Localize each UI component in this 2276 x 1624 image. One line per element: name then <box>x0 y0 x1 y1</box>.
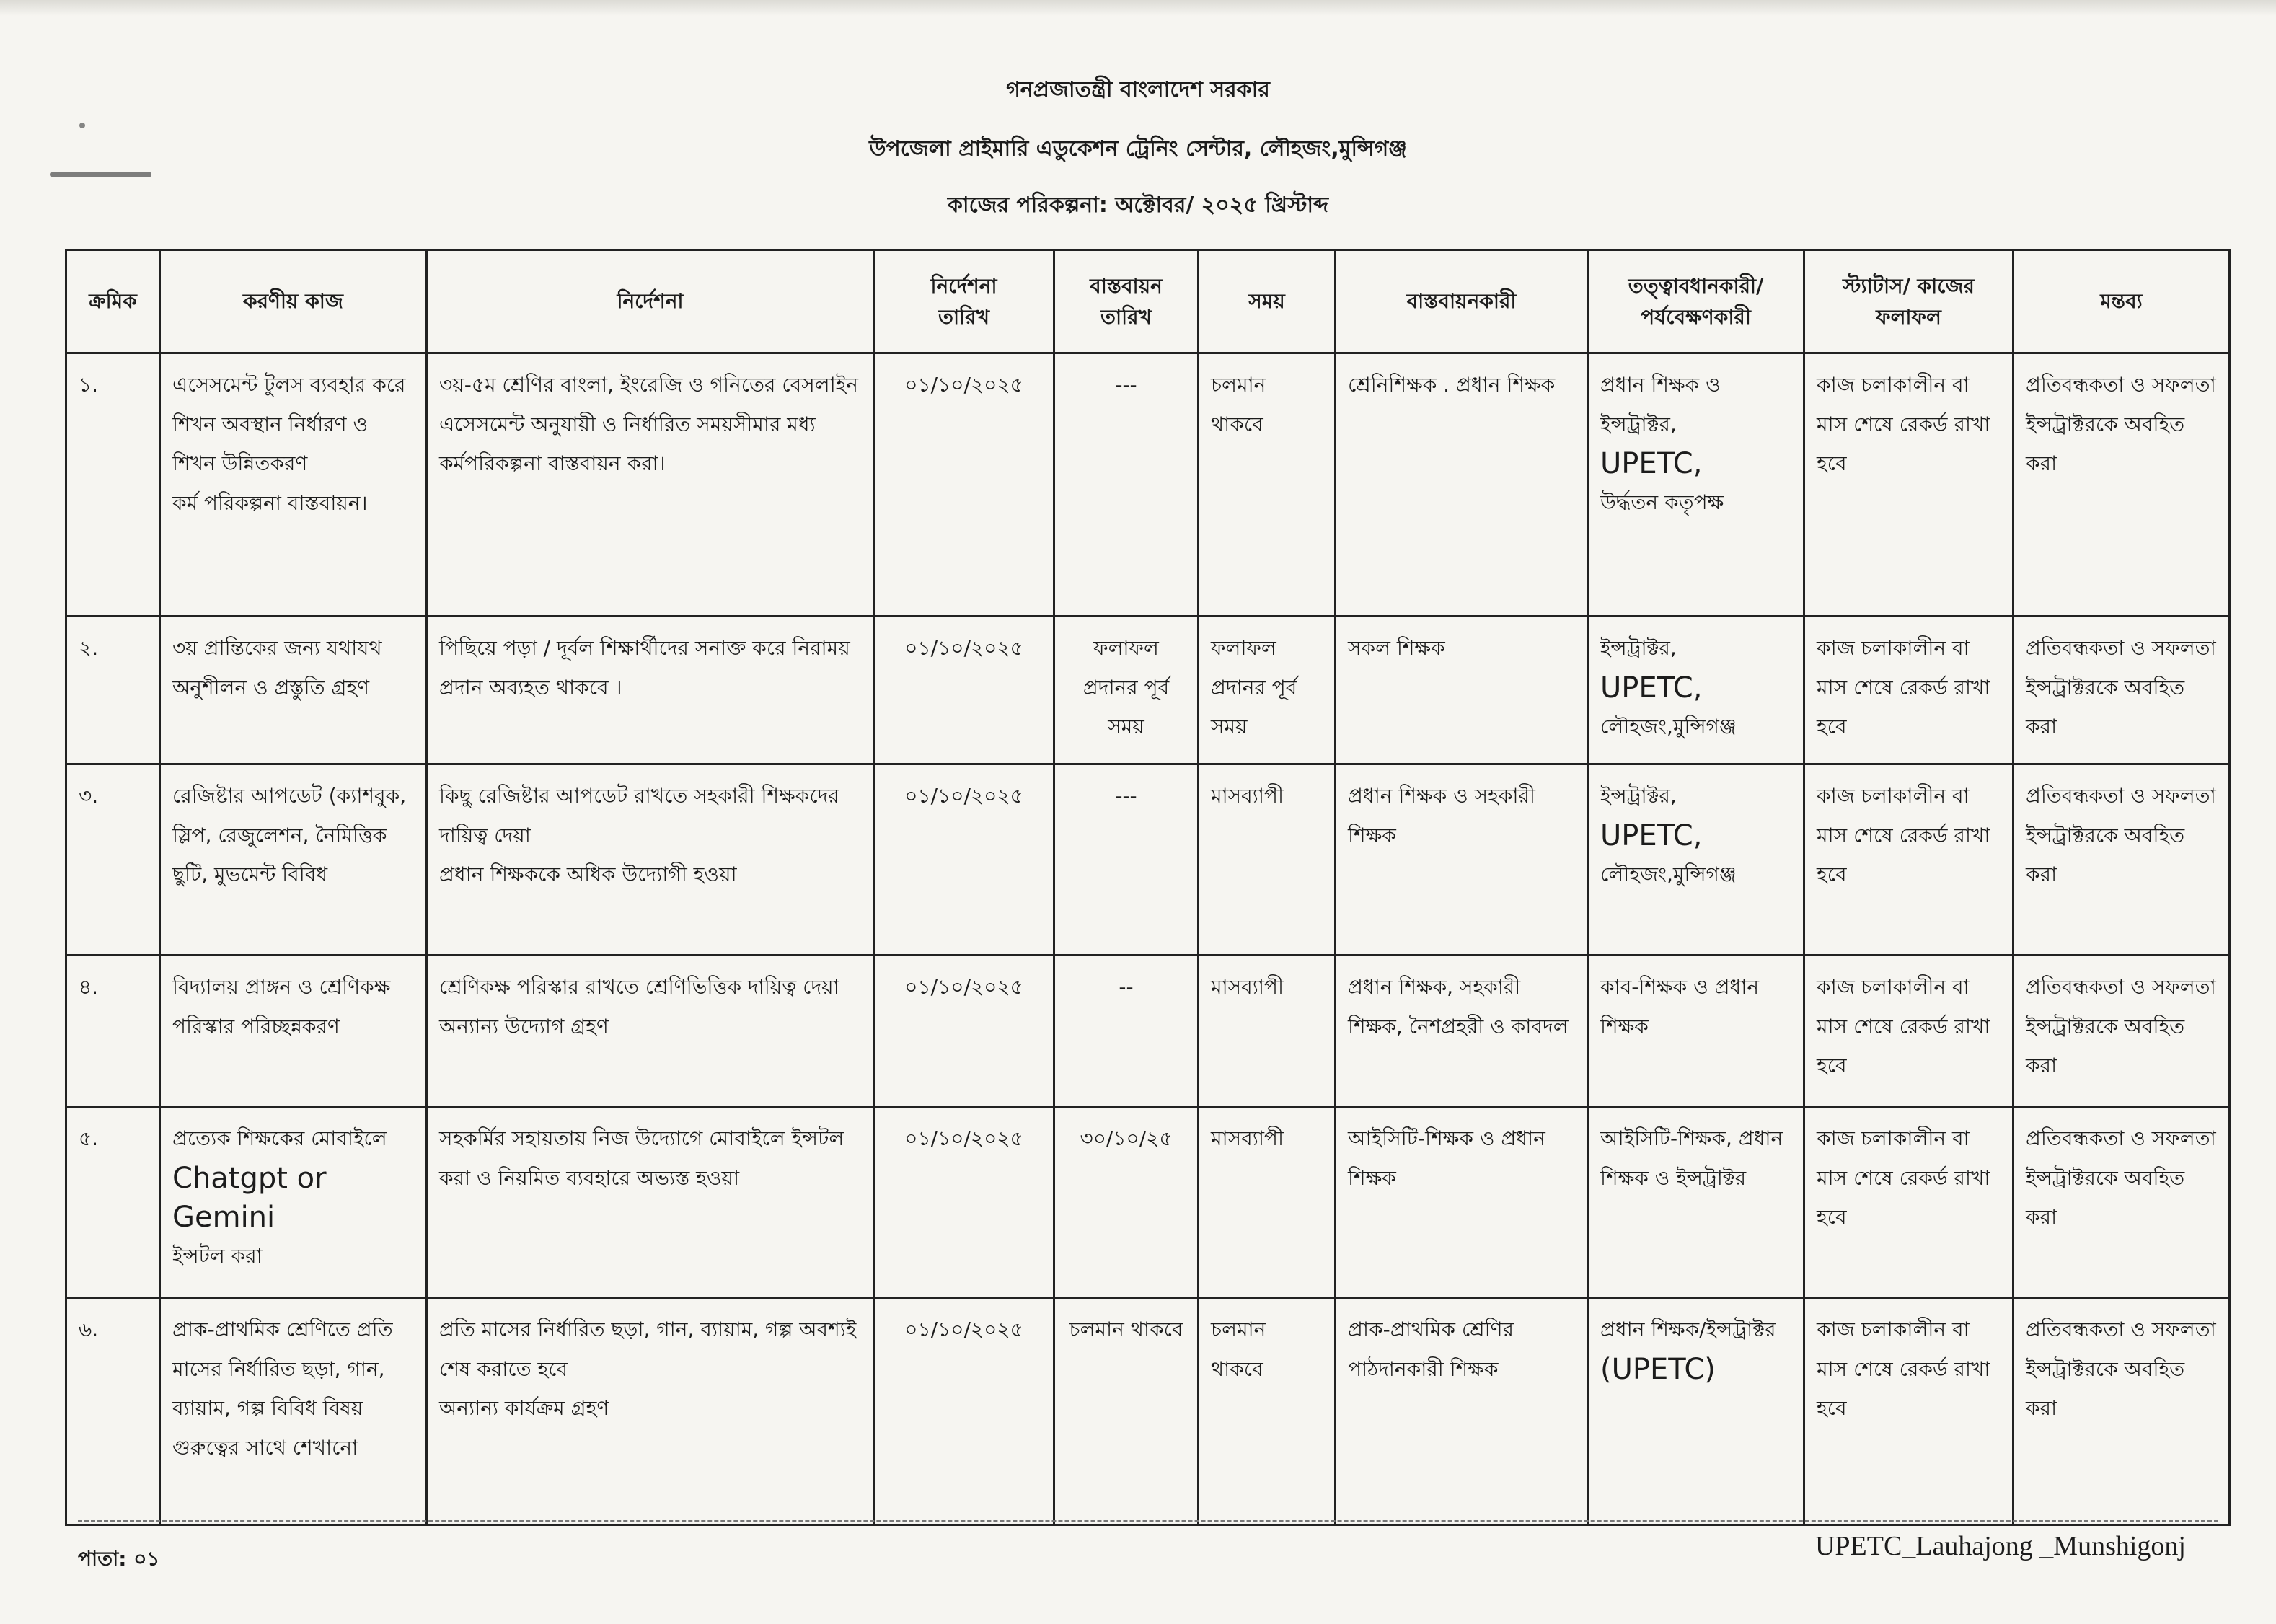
cell-instruction: কিছু রেজিষ্টার আপডেট রাখতে সহকারী শিক্ষকদের দায়িত্ব দেয়া প্রধান শিক্ষককে অধিক উদ্যোগী হওয়া <box>427 764 874 956</box>
footer-divider <box>78 1520 2218 1522</box>
table-row <box>66 956 2230 1107</box>
cell-implementer: আইসিটি-শিক্ষক ও প্রধান শিক্ষক <box>1336 1107 1588 1298</box>
cell-remarks: প্রতিবন্ধকতা ও সফলতা ইন্সট্রাক্টরকে অবহিত করা <box>2013 353 2230 617</box>
government-title: গনপ্রজাতন্ত্রী বাংলাদেশ সরকার <box>1006 77 1270 102</box>
cell-supervisor: প্রধান শিক্ষক ও ইন্সট্রাক্টর, UPETC, উর্দ্ধতন কতৃপক্ষ <box>1588 353 1804 617</box>
cell-task: রেজিষ্টার আপডেট (ক্যাশবুক, স্লিপ, রেজুলেশন, নৈমিত্তিক ছুটি, মুভমেন্ট বিবিধ <box>160 764 427 956</box>
cell-task: প্রত্যেক শিক্ষকের মোবাইলে Chatgpt or Gemini ইন্সটল করা <box>160 1107 427 1298</box>
cell-impl-date: --- <box>1054 764 1199 956</box>
cell-status: কাজ চলাকালীন বা মাস শেষে রেকর্ড রাখা হবে <box>1804 1298 2013 1525</box>
institution-title: উপজেলা প্রাইমারি এডুকেশন ট্রেনিং সেন্টার, লৌহজং,মুন্সিগঞ্জ <box>869 136 1407 162</box>
cell-task: বিদ্যালয় প্রাঙ্গন ও শ্রেণিকক্ষ পরিস্কার পরিচ্ছন্নকরণ <box>160 956 427 1107</box>
cell-instruction: প্রতি মাসের নির্ধারিত ছড়া, গান, ব্যায়াম, গল্প অবশ্যই শেষ করাতে হবে অন্যান্য কার্যক্রম গ্রহণ <box>427 1298 874 1525</box>
col-header-instruction: নির্দেশনা <box>427 250 874 353</box>
cell-remarks: প্রতিবন্ধকতা ও সফলতা ইন্সট্রাক্টরকে অবহিত করা <box>2013 1298 2230 1525</box>
scan-dot <box>79 123 85 128</box>
cell-serial: ৩. <box>66 764 160 956</box>
cell-instruction-date: ০১/১০/২০২৫ <box>874 764 1054 956</box>
cell-time: চলমান থাকবে <box>1199 1298 1336 1525</box>
scan-shadow <box>0 0 2276 16</box>
scan-mark <box>50 172 151 177</box>
cell-status: কাজ চলাকালীন বা মাস শেষে রেকর্ড রাখা হবে <box>1804 353 2013 617</box>
cell-serial: ১. <box>66 353 160 617</box>
cell-supervisor: কাব-শিক্ষক ও প্রধান শিক্ষক <box>1588 956 1804 1107</box>
cell-instruction-date: ০১/১০/২০২৫ <box>874 1107 1054 1298</box>
table-header-row <box>66 250 2230 353</box>
col-header-impl-date: বাস্তবায়ন তারিখ <box>1054 250 1199 353</box>
cell-supervisor: প্রধান শিক্ষক/ইন্সট্রাক্টর (UPETC) <box>1588 1298 1804 1525</box>
cell-status: কাজ চলাকালীন বা মাস শেষে রেকর্ড রাখা হবে <box>1804 956 2013 1107</box>
cell-impl-date: -- <box>1054 956 1199 1107</box>
cell-status: কাজ চলাকালীন বা মাস শেষে রেকর্ড রাখা হবে <box>1804 764 2013 956</box>
cell-impl-date: চলমান থাকবে <box>1054 1298 1199 1525</box>
cell-supervisor: ইন্সট্রাক্টর, UPETC, লৌহজং,মুন্সিগঞ্জ <box>1588 764 1804 956</box>
cell-serial: ৪. <box>66 956 160 1107</box>
cell-implementer: সকল শিক্ষক <box>1336 617 1588 764</box>
cell-instruction-date: ০১/১০/২০২৫ <box>874 353 1054 617</box>
cell-serial: ৬. <box>66 1298 160 1525</box>
cell-time: চলমান থাকবে <box>1199 353 1336 617</box>
cell-impl-date: ফলাফল প্রদানর পূর্ব সময় <box>1054 617 1199 764</box>
cell-task: ৩য় প্রান্তিকের জন্য যথাযথ অনুশীলন ও প্রস্তুতি গ্রহণ <box>160 617 427 764</box>
cell-time: মাসব্যাপী <box>1199 764 1336 956</box>
col-header-serial: ক্রমিক <box>66 250 160 353</box>
cell-serial: ২. <box>66 617 160 764</box>
cell-implementer: শ্রেনিশিক্ষক . প্রধান শিক্ষক <box>1336 353 1588 617</box>
cell-remarks: প্রতিবন্ধকতা ও সফলতা ইন্সট্রাক্টরকে অবহিত করা <box>2013 764 2230 956</box>
col-header-implementer: বাস্তবায়নকারী <box>1336 250 1588 353</box>
col-header-status: স্ট্যাটাস/ কাজের ফলাফল <box>1804 250 2013 353</box>
cell-instruction: সহকর্মির সহায়তায় নিজ উদ্যোগে মোবাইলে ইন্সটল করা ও নিয়মিত ব্যবহারে অভ্যস্ত হওয়া <box>427 1107 874 1298</box>
col-header-remarks: মন্তব্য <box>2013 250 2230 353</box>
cell-instruction: ৩য়-৫ম শ্রেণির বাংলা, ইংরেজি ও গনিতের বেসলাইন এসেসমেন্ট অনুযায়ী ও নির্ধারিত সময়সীমার মধ্য কর্মপরিকল্পনা বাস্তবায়ন করা। <box>427 353 874 617</box>
cell-instruction-date: ০১/১০/২০২৫ <box>874 617 1054 764</box>
table-row <box>66 1107 2230 1298</box>
table-row <box>66 1298 2230 1525</box>
cell-supervisor: ইন্সট্রাক্টর, UPETC, লৌহজং,মুন্সিগঞ্জ <box>1588 617 1804 764</box>
col-header-time: সময় <box>1199 250 1336 353</box>
cell-implementer: প্রধান শিক্ষক, সহকারী শিক্ষক, নৈশপ্রহরী ও কাবদল <box>1336 956 1588 1107</box>
cell-supervisor: আইসিটি-শিক্ষক, প্রধান শিক্ষক ও ইন্সট্রাক্টর <box>1588 1107 1804 1298</box>
cell-instruction-date: ০১/১০/২০২৫ <box>874 956 1054 1107</box>
col-header-instruction-date: নির্দেশনা তারিখ <box>874 250 1054 353</box>
cell-instruction: পিছিয়ে পড়া / দূর্বল শিক্ষার্থীদের সনাক্ত করে নিরাময় প্রদান অব্যহত থাকবে । <box>427 617 874 764</box>
footer-identifier: UPETC_Lauhajong _Munshigonj <box>1814 1531 2186 1561</box>
page-number: পাতা: ০১ <box>78 1547 160 1571</box>
cell-remarks: প্রতিবন্ধকতা ও সফলতা ইন্সট্রাক্টরকে অবহিত করা <box>2013 1107 2230 1298</box>
cell-remarks: প্রতিবন্ধকতা ও সফলতা ইন্সট্রাক্টরকে অবহিত করা <box>2013 617 2230 764</box>
cell-task: এসেসমেন্ট টুলস ব্যবহার করে শিখন অবস্থান নির্ধারণ ও শিখন উন্নিতকরণ কর্ম পরিকল্পনা বাস্তবায়ন। <box>160 353 427 617</box>
cell-implementer: প্রধান শিক্ষক ও সহকারী শিক্ষক <box>1336 764 1588 956</box>
cell-task: প্রাক-প্রাথমিক শ্রেণিতে প্রতি মাসের নির্ধারিত ছড়া, গান, ব্যায়াম, গল্প বিবিধ বিষয় গুরুত্বের সাথে শেখানো <box>160 1298 427 1525</box>
cell-impl-date: ৩০/১০/২৫ <box>1054 1107 1199 1298</box>
col-header-task: করণীয় কাজ <box>160 250 427 353</box>
cell-time: মাসব্যাপী <box>1199 1107 1336 1298</box>
cell-implementer: প্রাক-প্রাথমিক শ্রেণির পাঠদানকারী শিক্ষক <box>1336 1298 1588 1525</box>
cell-time: মাসব্যাপী <box>1199 956 1336 1107</box>
table-row <box>66 617 2230 764</box>
work-plan-table <box>65 249 2231 1526</box>
col-header-supervisor: তত্ত্বাবধানকারী/ পর্যবেক্ষণকারী <box>1588 250 1804 353</box>
cell-serial: ৫. <box>66 1107 160 1298</box>
cell-time: ফলাফল প্রদানর পূর্ব সময় <box>1199 617 1336 764</box>
plan-title: কাজের পরিকল্পনা: অক্টোবর/ ২০২৫ খ্রিস্টাব্দ <box>947 193 1329 218</box>
table-row <box>66 764 2230 956</box>
table-row <box>66 353 2230 617</box>
cell-status: কাজ চলাকালীন বা মাস শেষে রেকর্ড রাখা হবে <box>1804 617 2013 764</box>
cell-impl-date: --- <box>1054 353 1199 617</box>
cell-remarks: প্রতিবন্ধকতা ও সফলতা ইন্সট্রাক্টরকে অবহিত করা <box>2013 956 2230 1107</box>
cell-instruction: শ্রেণিকক্ষ পরিস্কার রাখতে শ্রেণিভিত্তিক দায়িত্ব দেয়া অন্যান্য উদ্যোগ গ্রহণ <box>427 956 874 1107</box>
cell-instruction-date: ০১/১০/২০২৫ <box>874 1298 1054 1525</box>
cell-status: কাজ চলাকালীন বা মাস শেষে রেকর্ড রাখা হবে <box>1804 1107 2013 1298</box>
